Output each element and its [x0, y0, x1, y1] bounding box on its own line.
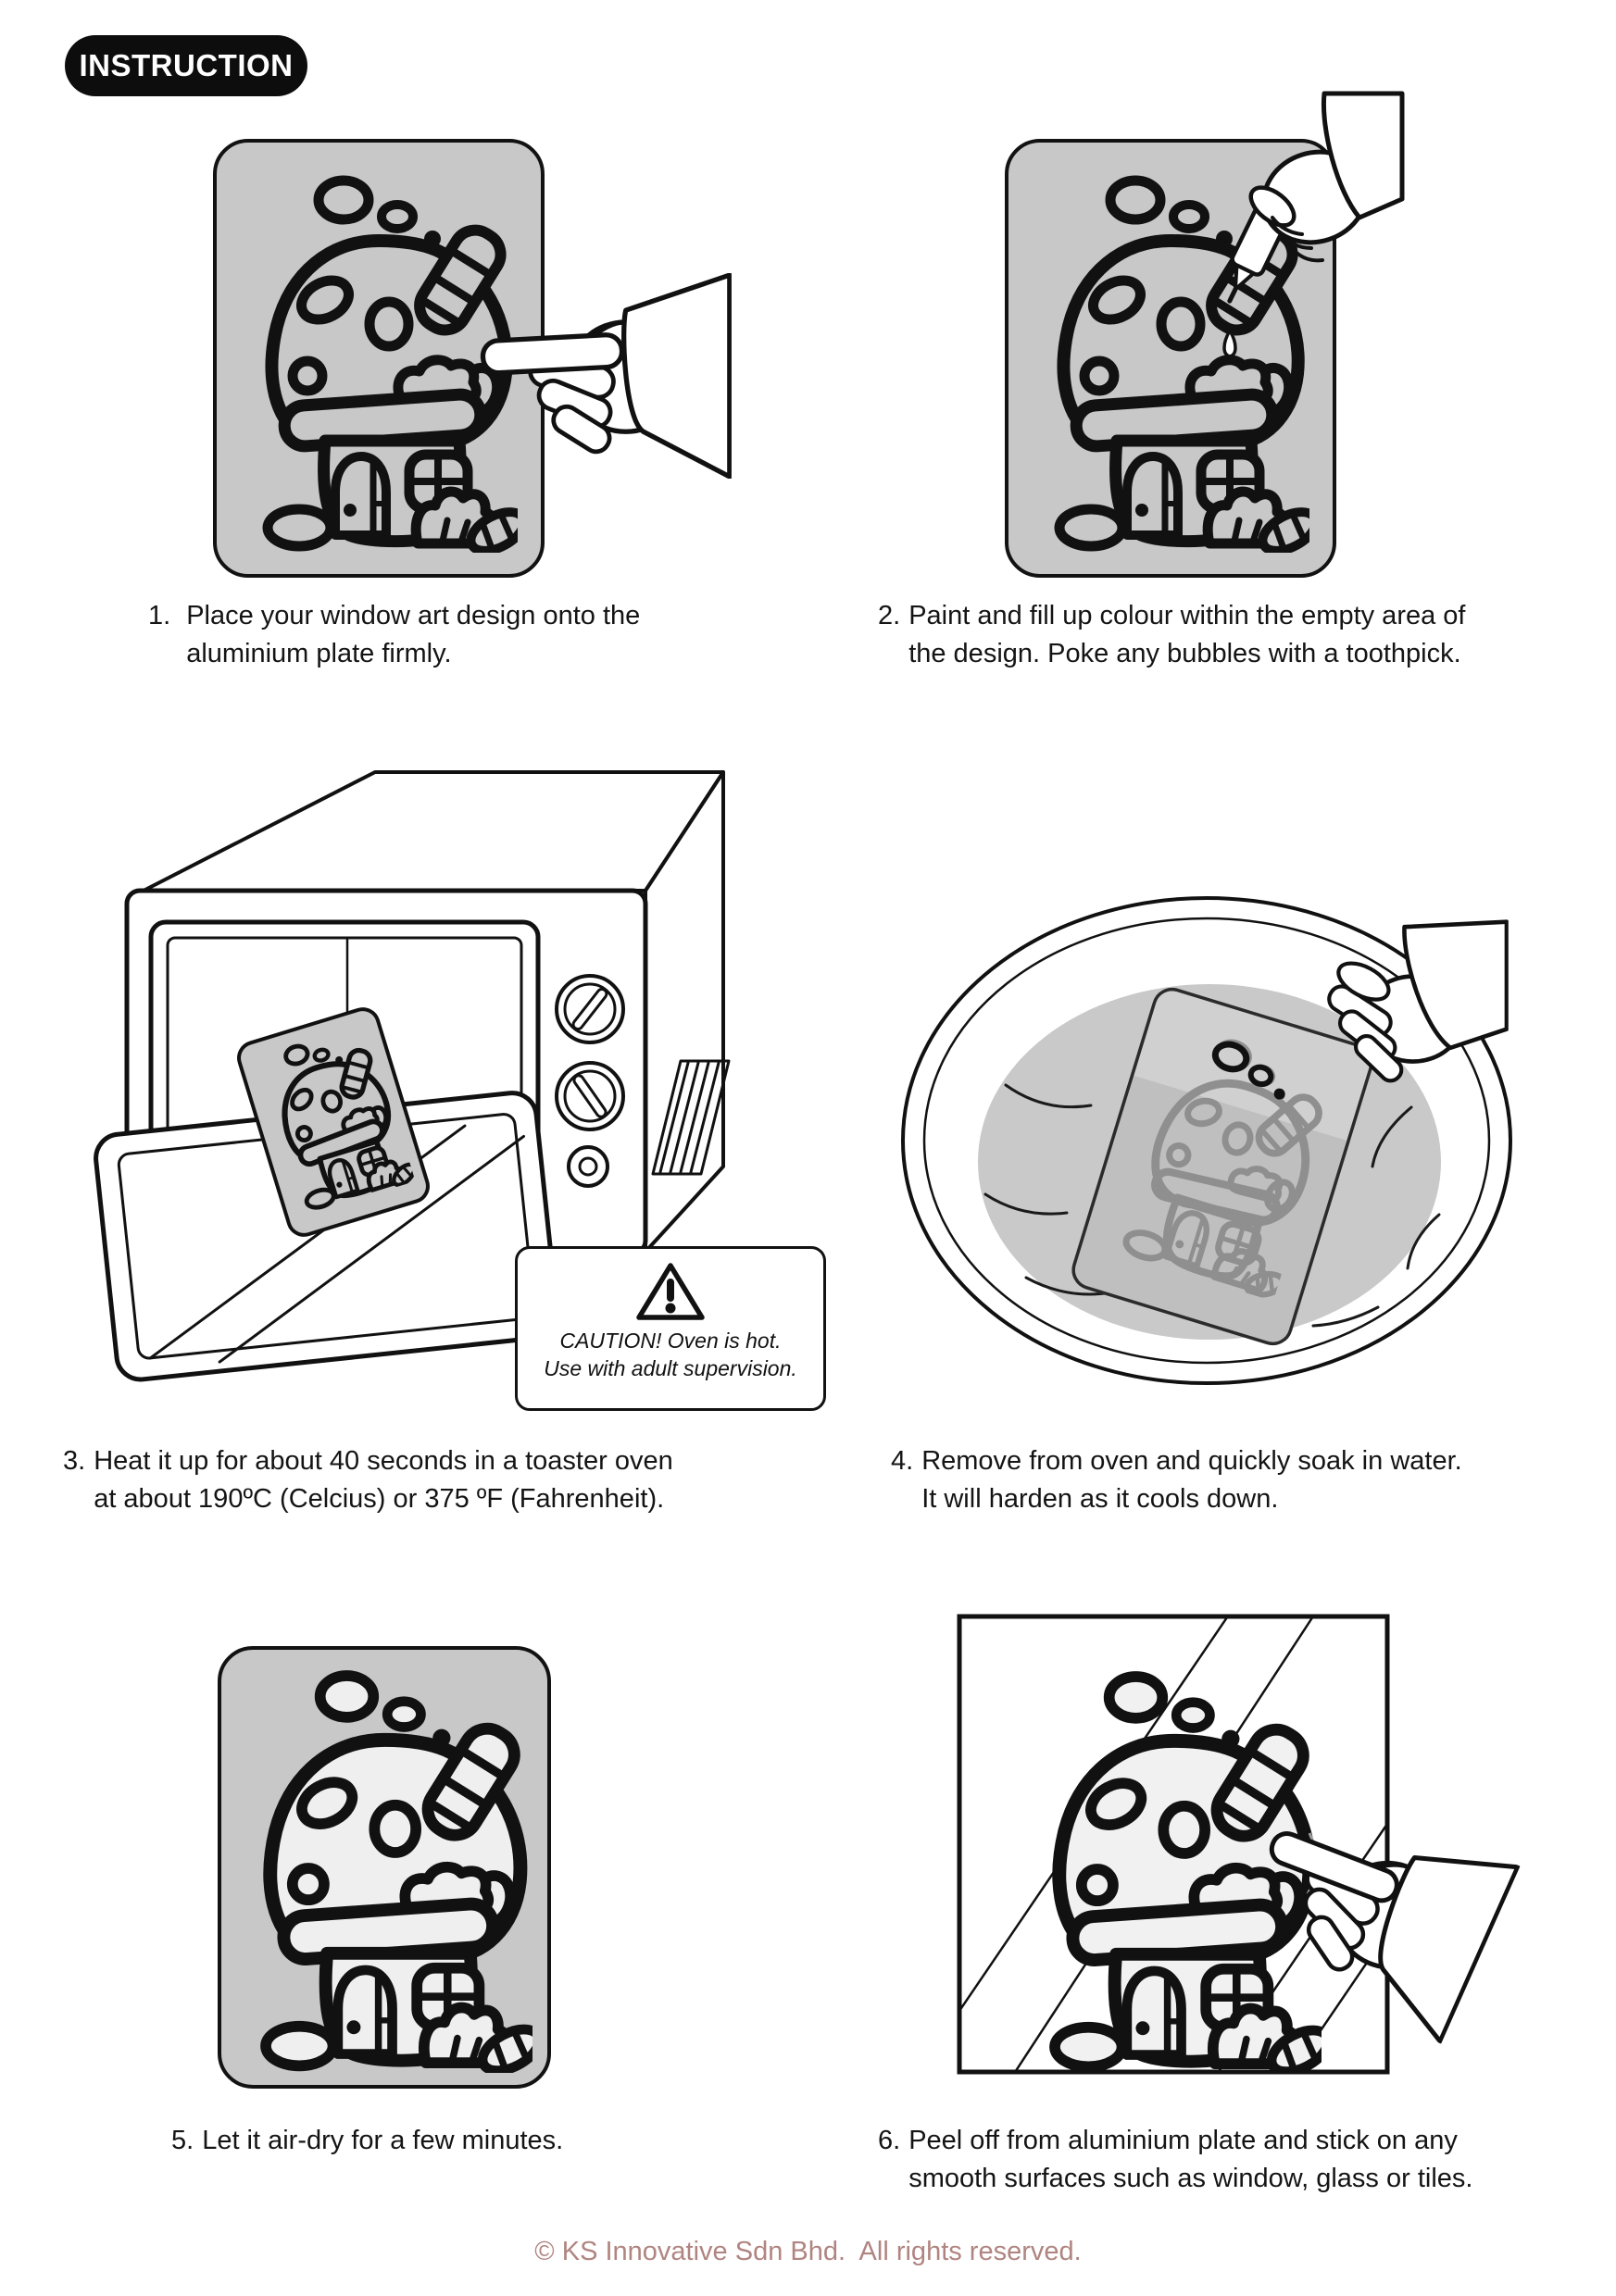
mushroom-house-design-painted: [236, 1663, 532, 2073]
window-peel-illustration: [956, 1613, 1548, 2078]
step4-line1: Remove from oven and quickly soak in water.: [921, 1446, 1462, 1476]
mushroom-house-design: [240, 168, 518, 553]
step5-aluminium-plate: [218, 1646, 551, 2089]
step2-line2: the design. Poke any bubbles with a toothpick.: [908, 639, 1461, 668]
step3-line1: Heat it up for about 40 seconds in a toaster oven: [94, 1446, 673, 1476]
step3-line2: at about 190ºC (Celcius) or 375 ºF (Fahrenheit).: [94, 1484, 665, 1514]
caution-box: [515, 1246, 826, 1411]
step3-caption: [63, 1442, 767, 1518]
step1-caption: [148, 597, 741, 673]
warning-icon: [635, 1260, 706, 1323]
step-number: 6.: [878, 2126, 901, 2155]
step2-caption: [878, 597, 1591, 673]
step-number: 4.: [891, 1446, 914, 1476]
step-number: 2.: [878, 601, 901, 630]
paint-drop-icon: [1224, 331, 1235, 356]
copyright-notice: © KS Innovative Sdn Bhd. All rights reserved.: [534, 2237, 1082, 2266]
step6-line1: Peel off from aluminium plate and stick on any: [908, 2126, 1458, 2155]
step6-line2: smooth surfaces such as window, glass or tiles.: [908, 2164, 1473, 2193]
step4-line2: It will harden as it cools down.: [921, 1484, 1279, 1514]
caution-line1: CAUTION! Oven is hot.: [559, 1329, 782, 1353]
step5-caption: [171, 2122, 690, 2160]
step-number: 1.: [148, 601, 171, 630]
hand-with-paint-tube-icon: [1169, 88, 1405, 375]
step-number: 3.: [63, 1446, 86, 1476]
step4-caption: [891, 1442, 1558, 1518]
step6-caption: [878, 2122, 1591, 2198]
instruction-badge-label: INSTRUCTION: [79, 48, 294, 82]
water-bowl-illustration: [896, 889, 1517, 1393]
step5-line1: Let it air-dry for a few minutes.: [202, 2126, 564, 2155]
instruction-badge: [65, 35, 307, 96]
step2-line1: Paint and fill up colour within the empty area of: [908, 601, 1466, 630]
step1-line2: aluminium plate firmly.: [186, 639, 452, 668]
step1-line1: Place your window art design onto the: [186, 601, 641, 630]
step-number: 5.: [171, 2126, 194, 2155]
caution-line2: Use with adult supervision.: [544, 1356, 797, 1380]
pointing-hand-icon: [477, 273, 732, 479]
